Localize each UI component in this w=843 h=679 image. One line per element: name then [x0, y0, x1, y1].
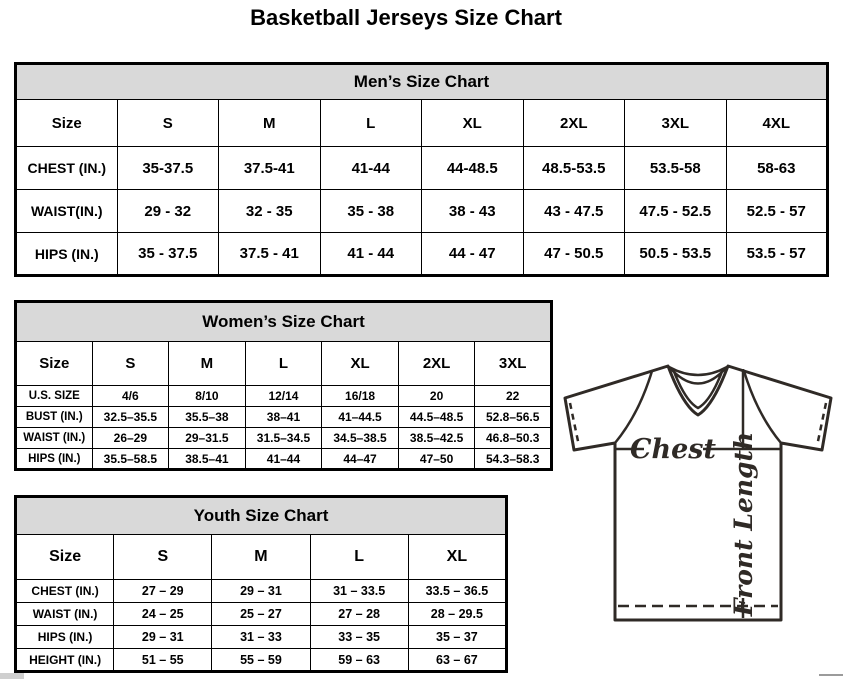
column-header-m: M: [212, 535, 310, 580]
row-label: CHEST (IN.): [16, 147, 118, 190]
size-value: 38 - 43: [422, 190, 524, 233]
size-value: 41–44: [245, 449, 322, 470]
column-header-s: S: [114, 535, 212, 580]
mens-size-table-title: Men’s Size Chart: [16, 64, 828, 100]
page-title: Basketball Jerseys Size Chart: [250, 5, 562, 30]
womens-size-table-title: Women’s Size Chart: [16, 302, 552, 342]
size-value: 35.5–58.5: [92, 449, 169, 470]
table-row: [16, 147, 828, 190]
size-value: 47 - 50.5: [523, 233, 625, 276]
size-value: 54.3–58.3: [475, 449, 552, 470]
size-value: 31 – 33.5: [310, 580, 408, 603]
column-header-l: L: [320, 100, 422, 147]
row-label: WAIST (IN.): [16, 428, 93, 449]
size-value: 53.5 - 57: [726, 233, 828, 276]
size-value: 37.5-41: [219, 147, 321, 190]
size-value: 33.5 – 36.5: [408, 580, 506, 603]
size-value: 38.5–42.5: [398, 428, 475, 449]
size-value: 44–47: [322, 449, 399, 470]
size-value: 35 - 37.5: [117, 233, 219, 276]
size-value: 44-48.5: [422, 147, 524, 190]
size-value: 29 – 31: [212, 580, 310, 603]
column-header-size: Size: [16, 100, 118, 147]
table-row: [16, 603, 507, 626]
front-length-label: Front Length: [729, 431, 758, 617]
size-value: 38–41: [245, 407, 322, 428]
table-row: [16, 649, 507, 672]
column-header-xl: XL: [408, 535, 506, 580]
size-value: 47–50: [398, 449, 475, 470]
size-value: 41 - 44: [320, 233, 422, 276]
size-value: 35.5–38: [169, 407, 246, 428]
size-value: 35 - 38: [320, 190, 422, 233]
size-value: 55 – 59: [212, 649, 310, 672]
size-value: 27 – 28: [310, 603, 408, 626]
size-value: 28 – 29.5: [408, 603, 506, 626]
column-header-size: Size: [16, 535, 114, 580]
table-row: [16, 449, 552, 470]
row-label: HIPS (IN.): [16, 233, 118, 276]
size-value: 24 – 25: [114, 603, 212, 626]
size-value: 25 – 27: [212, 603, 310, 626]
womens-size-table: [14, 300, 553, 471]
size-value: 4/6: [92, 386, 169, 407]
row-label: CHEST (IN.): [16, 580, 114, 603]
size-value: 58-63: [726, 147, 828, 190]
size-value: 50.5 - 53.5: [625, 233, 727, 276]
column-header-s: S: [92, 342, 169, 386]
size-value: 32 - 35: [219, 190, 321, 233]
size-value: 29 - 32: [117, 190, 219, 233]
size-value: 20: [398, 386, 475, 407]
size-value: 26–29: [92, 428, 169, 449]
size-value: 52.8–56.5: [475, 407, 552, 428]
cropped-ui-fragment-right: [819, 674, 843, 676]
jersey-measurement-diagram: [557, 352, 842, 637]
table-row: [16, 233, 828, 276]
size-value: 35-37.5: [117, 147, 219, 190]
size-value: 38.5–41: [169, 449, 246, 470]
size-value: 29–31.5: [169, 428, 246, 449]
size-value: 46.8–50.3: [475, 428, 552, 449]
size-value: 35 – 37: [408, 626, 506, 649]
table-row: [16, 407, 552, 428]
size-value: 16/18: [322, 386, 399, 407]
size-value: 32.5–35.5: [92, 407, 169, 428]
table-row: [16, 626, 507, 649]
size-value: 22: [475, 386, 552, 407]
row-label: WAIST (IN.): [16, 603, 114, 626]
size-value: 33 – 35: [310, 626, 408, 649]
column-header-l: L: [310, 535, 408, 580]
size-value: 63 – 67: [408, 649, 506, 672]
row-label: HIPS (IN.): [16, 449, 93, 470]
row-label: HIPS (IN.): [16, 626, 114, 649]
size-value: 31 – 33: [212, 626, 310, 649]
size-value: 37.5 - 41: [219, 233, 321, 276]
row-label: U.S. SIZE: [16, 386, 93, 407]
row-label: WAIST(IN.): [16, 190, 118, 233]
size-value: 43 - 47.5: [523, 190, 625, 233]
size-value: 29 – 31: [114, 626, 212, 649]
row-label: HEIGHT (IN.): [16, 649, 114, 672]
column-header-m: M: [219, 100, 321, 147]
mens-size-table: [14, 62, 829, 277]
size-value: 51 – 55: [114, 649, 212, 672]
column-header-2xl: 2XL: [398, 342, 475, 386]
size-value: 31.5–34.5: [245, 428, 322, 449]
column-header-2xl: 2XL: [523, 100, 625, 147]
column-header-m: M: [169, 342, 246, 386]
size-value: 48.5-53.5: [523, 147, 625, 190]
column-header-3xl: 3XL: [625, 100, 727, 147]
youth-size-table: [14, 495, 508, 673]
column-header-3xl: 3XL: [475, 342, 552, 386]
table-row: [16, 386, 552, 407]
size-value: 59 – 63: [310, 649, 408, 672]
youth-size-table-title: Youth Size Chart: [16, 497, 507, 535]
table-row: [16, 428, 552, 449]
size-value: 44 - 47: [422, 233, 524, 276]
column-header-xl: XL: [422, 100, 524, 147]
size-value: 12/14: [245, 386, 322, 407]
size-value: 27 – 29: [114, 580, 212, 603]
column-header-size: Size: [16, 342, 93, 386]
column-header-s: S: [117, 100, 219, 147]
cropped-ui-fragment-left: [0, 673, 24, 679]
chest-label: Chest: [630, 434, 716, 465]
jersey-outline-icon: [565, 366, 831, 620]
table-row: [16, 190, 828, 233]
size-value: 52.5 - 57: [726, 190, 828, 233]
column-header-l: L: [245, 342, 322, 386]
size-value: 41-44: [320, 147, 422, 190]
size-value: 34.5–38.5: [322, 428, 399, 449]
size-value: 44.5–48.5: [398, 407, 475, 428]
table-row: [16, 580, 507, 603]
size-value: 8/10: [169, 386, 246, 407]
column-header-4xl: 4XL: [726, 100, 828, 147]
size-value: 53.5-58: [625, 147, 727, 190]
size-value: 41–44.5: [322, 407, 399, 428]
row-label: BUST (IN.): [16, 407, 93, 428]
column-header-xl: XL: [322, 342, 399, 386]
size-value: 47.5 - 52.5: [625, 190, 727, 233]
